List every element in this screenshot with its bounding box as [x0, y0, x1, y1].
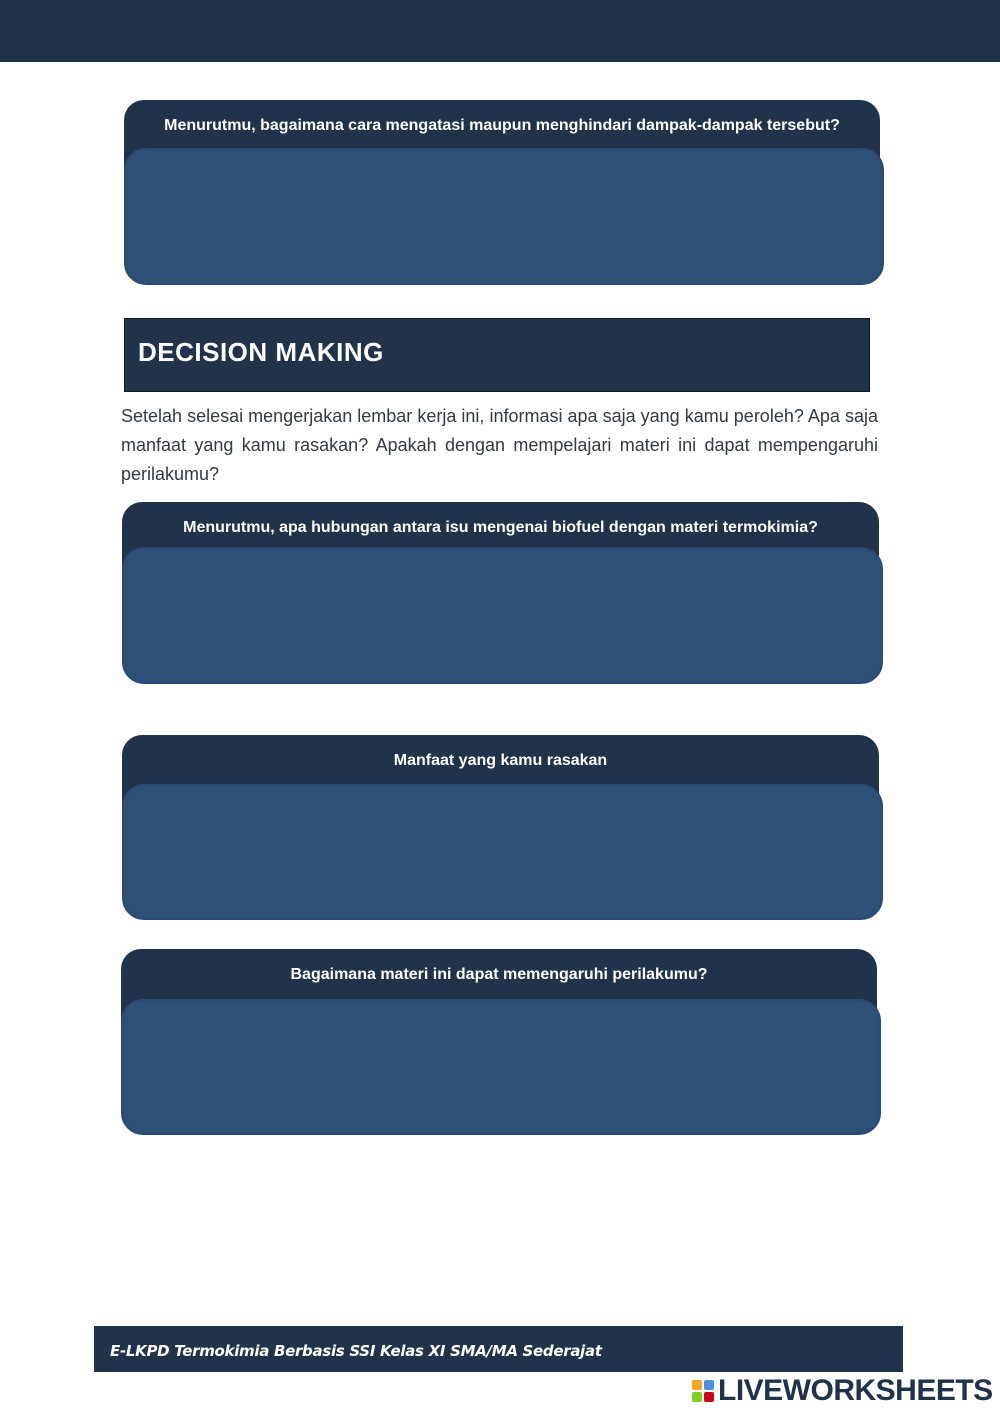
logo-square: [704, 1392, 714, 1402]
section-banner: [124, 318, 870, 392]
logo-square: [692, 1392, 702, 1402]
liveworksheets-logo-icon: [692, 1380, 714, 1402]
section-title: DECISION MAKING: [138, 337, 384, 367]
answer-field[interactable]: [122, 547, 883, 684]
liveworksheets-badge[interactable]: [692, 1374, 993, 1408]
top-header-bar: [0, 0, 1000, 62]
answer-field[interactable]: [122, 784, 883, 920]
footer-text: E-LKPD Termokimia Berbasis SSI Kelas XI SMA/MA Sederajat: [110, 1342, 602, 1360]
question-card: [122, 502, 883, 684]
question-card: [121, 949, 881, 1135]
answer-field[interactable]: [124, 148, 884, 285]
question-label: Manfaat yang kamu rasakan: [122, 735, 879, 809]
question-label: Menurutmu, apa hubungan antara isu mengenai biofuel dengan materi termokimia?: [122, 502, 879, 576]
answer-field[interactable]: [121, 999, 881, 1135]
logo-square: [692, 1380, 702, 1390]
question-card: [122, 735, 883, 920]
liveworksheets-wordmark: LIVEWORKSHEETS: [718, 1374, 993, 1407]
footer-bar: [94, 1326, 903, 1372]
question-label: Menurutmu, bagaimana cara mengatasi maupun menghindari dampak-dampak tersebut?: [124, 100, 880, 174]
question-card: [124, 100, 884, 285]
intro-paragraph: Setelah selesai mengerjakan lembar kerja ini, informasi apa saja yang kamu peroleh? Apa saja manfaat yang kamu rasakan? Apakah dengan mempelajari materi ini dapat mempengaruhi perilakumu?: [121, 406, 878, 484]
question-label: Bagaimana materi ini dapat memengaruhi perilakumu?: [121, 949, 877, 1023]
logo-square: [704, 1380, 714, 1390]
